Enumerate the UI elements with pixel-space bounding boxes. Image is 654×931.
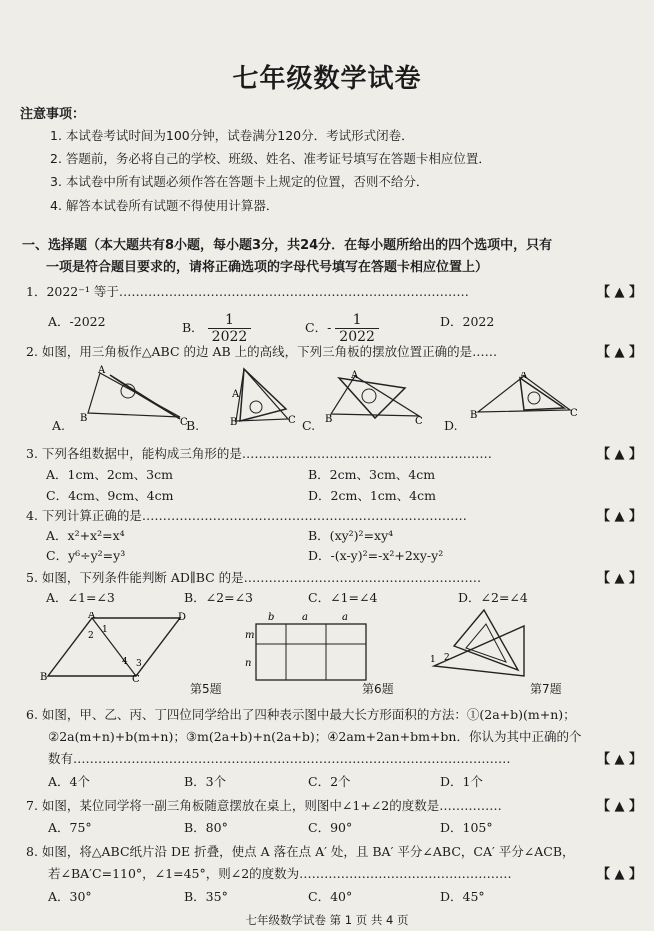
vertex-label: B bbox=[325, 414, 333, 425]
q4-option-b: B．(xy²)²=xy⁴ bbox=[308, 528, 394, 543]
q6-figure bbox=[244, 610, 374, 684]
question-3-stem: 3. 下列各组数据中，能构成三角形的是…………………………………………………… bbox=[26, 446, 492, 461]
question-1-stem: 1．2022⁻¹ 等于………………………………………………………………………… bbox=[26, 284, 469, 299]
answer-mark: 【 ▲ 】 bbox=[596, 285, 642, 300]
q4-option-a: A．x²+x²=x⁴ bbox=[46, 528, 125, 543]
q2-option-c: C. bbox=[302, 418, 316, 433]
q6-option-a: A．4个 bbox=[48, 774, 90, 789]
vertex-label: D bbox=[178, 612, 187, 623]
q4-option-d: D．-(x-y)²=-x²+2xy-y² bbox=[308, 548, 444, 563]
angle-label: 1 bbox=[430, 655, 436, 665]
angle-label: 4 bbox=[122, 657, 128, 667]
question-8-stem-cont: 若∠BA′C=110°，∠1=45°，则∠2的度数为…………………………………………… bbox=[48, 866, 512, 881]
side-label: m bbox=[245, 630, 255, 641]
vertex-label: C bbox=[288, 415, 296, 426]
q1-option-b: B． $\frac{1}{2022}$ bbox=[182, 312, 251, 345]
question-8-stem: 8. 如图，将△ABC纸片沿 DE 折叠，使点 A 落在点 A′ 处，且 BA′ 平分∠ABC，CA′ 平分∠ACB， bbox=[26, 844, 575, 859]
vertex-label: C bbox=[180, 417, 188, 425]
side-label: b bbox=[268, 612, 275, 623]
angle-label: 2 bbox=[88, 631, 94, 641]
question-5-stem: 5. 如图，下列条件能判断 AD∥BC 的是………………………………………………… bbox=[26, 570, 482, 585]
q8-option-a: A．30° bbox=[48, 889, 92, 904]
angle-label: 2 bbox=[444, 653, 450, 663]
q7-option-b: B．80° bbox=[184, 820, 228, 835]
q5-option-a: A．∠1=∠3 bbox=[46, 590, 115, 605]
vertex-label: C bbox=[570, 408, 578, 419]
q1-option-d: D．2022 bbox=[440, 314, 495, 329]
question-4-stem: 4. 下列计算正确的是…………………………………………………………………… bbox=[26, 508, 467, 523]
q6-option-b: B．3个 bbox=[184, 774, 227, 789]
question-6-stem-cont: 数有…………………………………………………………………………………………… bbox=[48, 751, 511, 766]
q8-option-b: B．35° bbox=[184, 889, 228, 904]
answer-mark: 【 ▲ 】 bbox=[596, 799, 642, 814]
q8-option-d: D．45° bbox=[440, 889, 485, 904]
vertex-label: B bbox=[40, 672, 48, 682]
side-label: n bbox=[245, 658, 252, 669]
q4-option-c: C．y⁶÷y²=y³ bbox=[46, 548, 126, 563]
q5-option-b: B．∠2=∠3 bbox=[184, 590, 254, 605]
q8-option-c: C．40° bbox=[308, 889, 353, 904]
q2-option-b: B. bbox=[186, 418, 200, 433]
vertex-label: A bbox=[88, 612, 96, 621]
answer-mark: 【 ▲ 】 bbox=[596, 509, 642, 524]
fraction: $\frac{1}{2022}$ bbox=[335, 312, 379, 345]
q6-option-d: D．1个 bbox=[440, 774, 483, 789]
vertex-label: A bbox=[520, 372, 528, 381]
q5-figure bbox=[40, 612, 190, 682]
figure-caption: 第5题 bbox=[190, 682, 222, 696]
q2-figure-a bbox=[80, 365, 190, 425]
question-7-stem: 7. 如图，某位同学将一副三角板随意摆放在桌上，则图中∠1+∠2的度数是…………… bbox=[26, 798, 502, 813]
q7-figure bbox=[424, 606, 534, 680]
note-item: 3. 本试卷中所有试题必须作答在答题卡上规定的位置，否则不给分． bbox=[50, 174, 429, 189]
question-2-stem: 2. 如图，用三角板作△ABC 的边 AB 上的高线，下列三角板的摆放位置正确的是…… bbox=[26, 344, 498, 359]
q1-option-a: A．-2022 bbox=[48, 314, 106, 329]
vertex-label: B bbox=[470, 410, 478, 421]
q3-option-b: B．2cm、3cm、4cm bbox=[308, 467, 436, 482]
vertex-label: A bbox=[351, 370, 359, 381]
vertex-label: C bbox=[132, 674, 140, 682]
side-label: a bbox=[342, 612, 348, 623]
q2-option-d: D. bbox=[444, 418, 458, 433]
q3-option-c: C．4cm、9cm、4cm bbox=[46, 488, 174, 503]
question-6-stem-cont: ②2a(m+n)+b(m+n)；③m(2a+b)+n(2a+b)；④2am+2an+bm+bn．你认为其中正确的个 bbox=[48, 729, 582, 744]
q7-option-d: D．105° bbox=[440, 820, 493, 835]
page-title: 七年级数学试卷 bbox=[232, 64, 422, 94]
fraction: $\frac{1}{2022}$ bbox=[208, 312, 252, 345]
q7-option-c: C．90° bbox=[308, 820, 353, 835]
answer-mark: 【 ▲ 】 bbox=[596, 867, 642, 882]
answer-mark: 【 ▲ 】 bbox=[596, 571, 642, 586]
q2-figure-c bbox=[325, 370, 425, 425]
angle-label: 3 bbox=[136, 659, 142, 669]
q2-figure-d bbox=[470, 372, 580, 422]
side-label: a bbox=[302, 612, 308, 623]
q7-option-a: A．75° bbox=[48, 820, 92, 835]
vertex-label: A bbox=[98, 365, 106, 376]
answer-mark: 【 ▲ 】 bbox=[596, 447, 642, 462]
vertex-label: A bbox=[232, 389, 240, 400]
q1-option-c: C．- $\frac{1}{2022}$ bbox=[305, 312, 379, 345]
q2-option-a: A. bbox=[52, 418, 66, 433]
q6-option-c: C．2个 bbox=[308, 774, 351, 789]
note-item: 1. 本试卷考试时间为100分钟，试卷满分120分．考试形式闭卷． bbox=[50, 128, 414, 143]
section-heading-cont: 一项是符合题目要求的，请将正确选项的字母代号填写在答题卡相应位置上） bbox=[46, 260, 489, 275]
q5-option-c: C．∠1=∠4 bbox=[308, 590, 378, 605]
answer-mark: 【 ▲ 】 bbox=[596, 345, 642, 360]
vertex-label: B bbox=[230, 417, 238, 427]
answer-mark: 【 ▲ 】 bbox=[596, 752, 642, 767]
note-item: 4. 解答本试卷所有试题不得使用计算器． bbox=[50, 198, 279, 213]
note-item: 2. 答题前，务必将自己的学校、班级、姓名、准考证号填写在答题卡相应位置． bbox=[50, 151, 491, 166]
q2-figure-b bbox=[226, 365, 296, 427]
vertex-label: B bbox=[80, 413, 88, 424]
notes-heading: 注意事项： bbox=[20, 107, 86, 122]
page-footer: 七年级数学试卷 第 1 页 共 4 页 bbox=[245, 913, 409, 927]
q5-option-d: D．∠2=∠4 bbox=[458, 590, 528, 605]
q3-option-a: A．1cm、2cm、3cm bbox=[46, 467, 173, 482]
figure-caption: 第6题 bbox=[362, 682, 394, 696]
q3-option-d: D．2cm、1cm、4cm bbox=[308, 488, 436, 503]
vertex-label: C bbox=[415, 416, 423, 425]
figure-caption: 第7题 bbox=[530, 682, 562, 696]
section-heading: 一、选择题（本大题共有8小题，每小题3分，共24分．在每小题所给出的四个选项中，只有 bbox=[22, 238, 553, 253]
angle-label: 1 bbox=[102, 625, 108, 635]
question-6-stem: 6. 如图，甲、乙、丙、丁四位同学给出了四种表示图中最大长方形面积的方法：①(2a+b)(m+n)； bbox=[26, 707, 576, 722]
